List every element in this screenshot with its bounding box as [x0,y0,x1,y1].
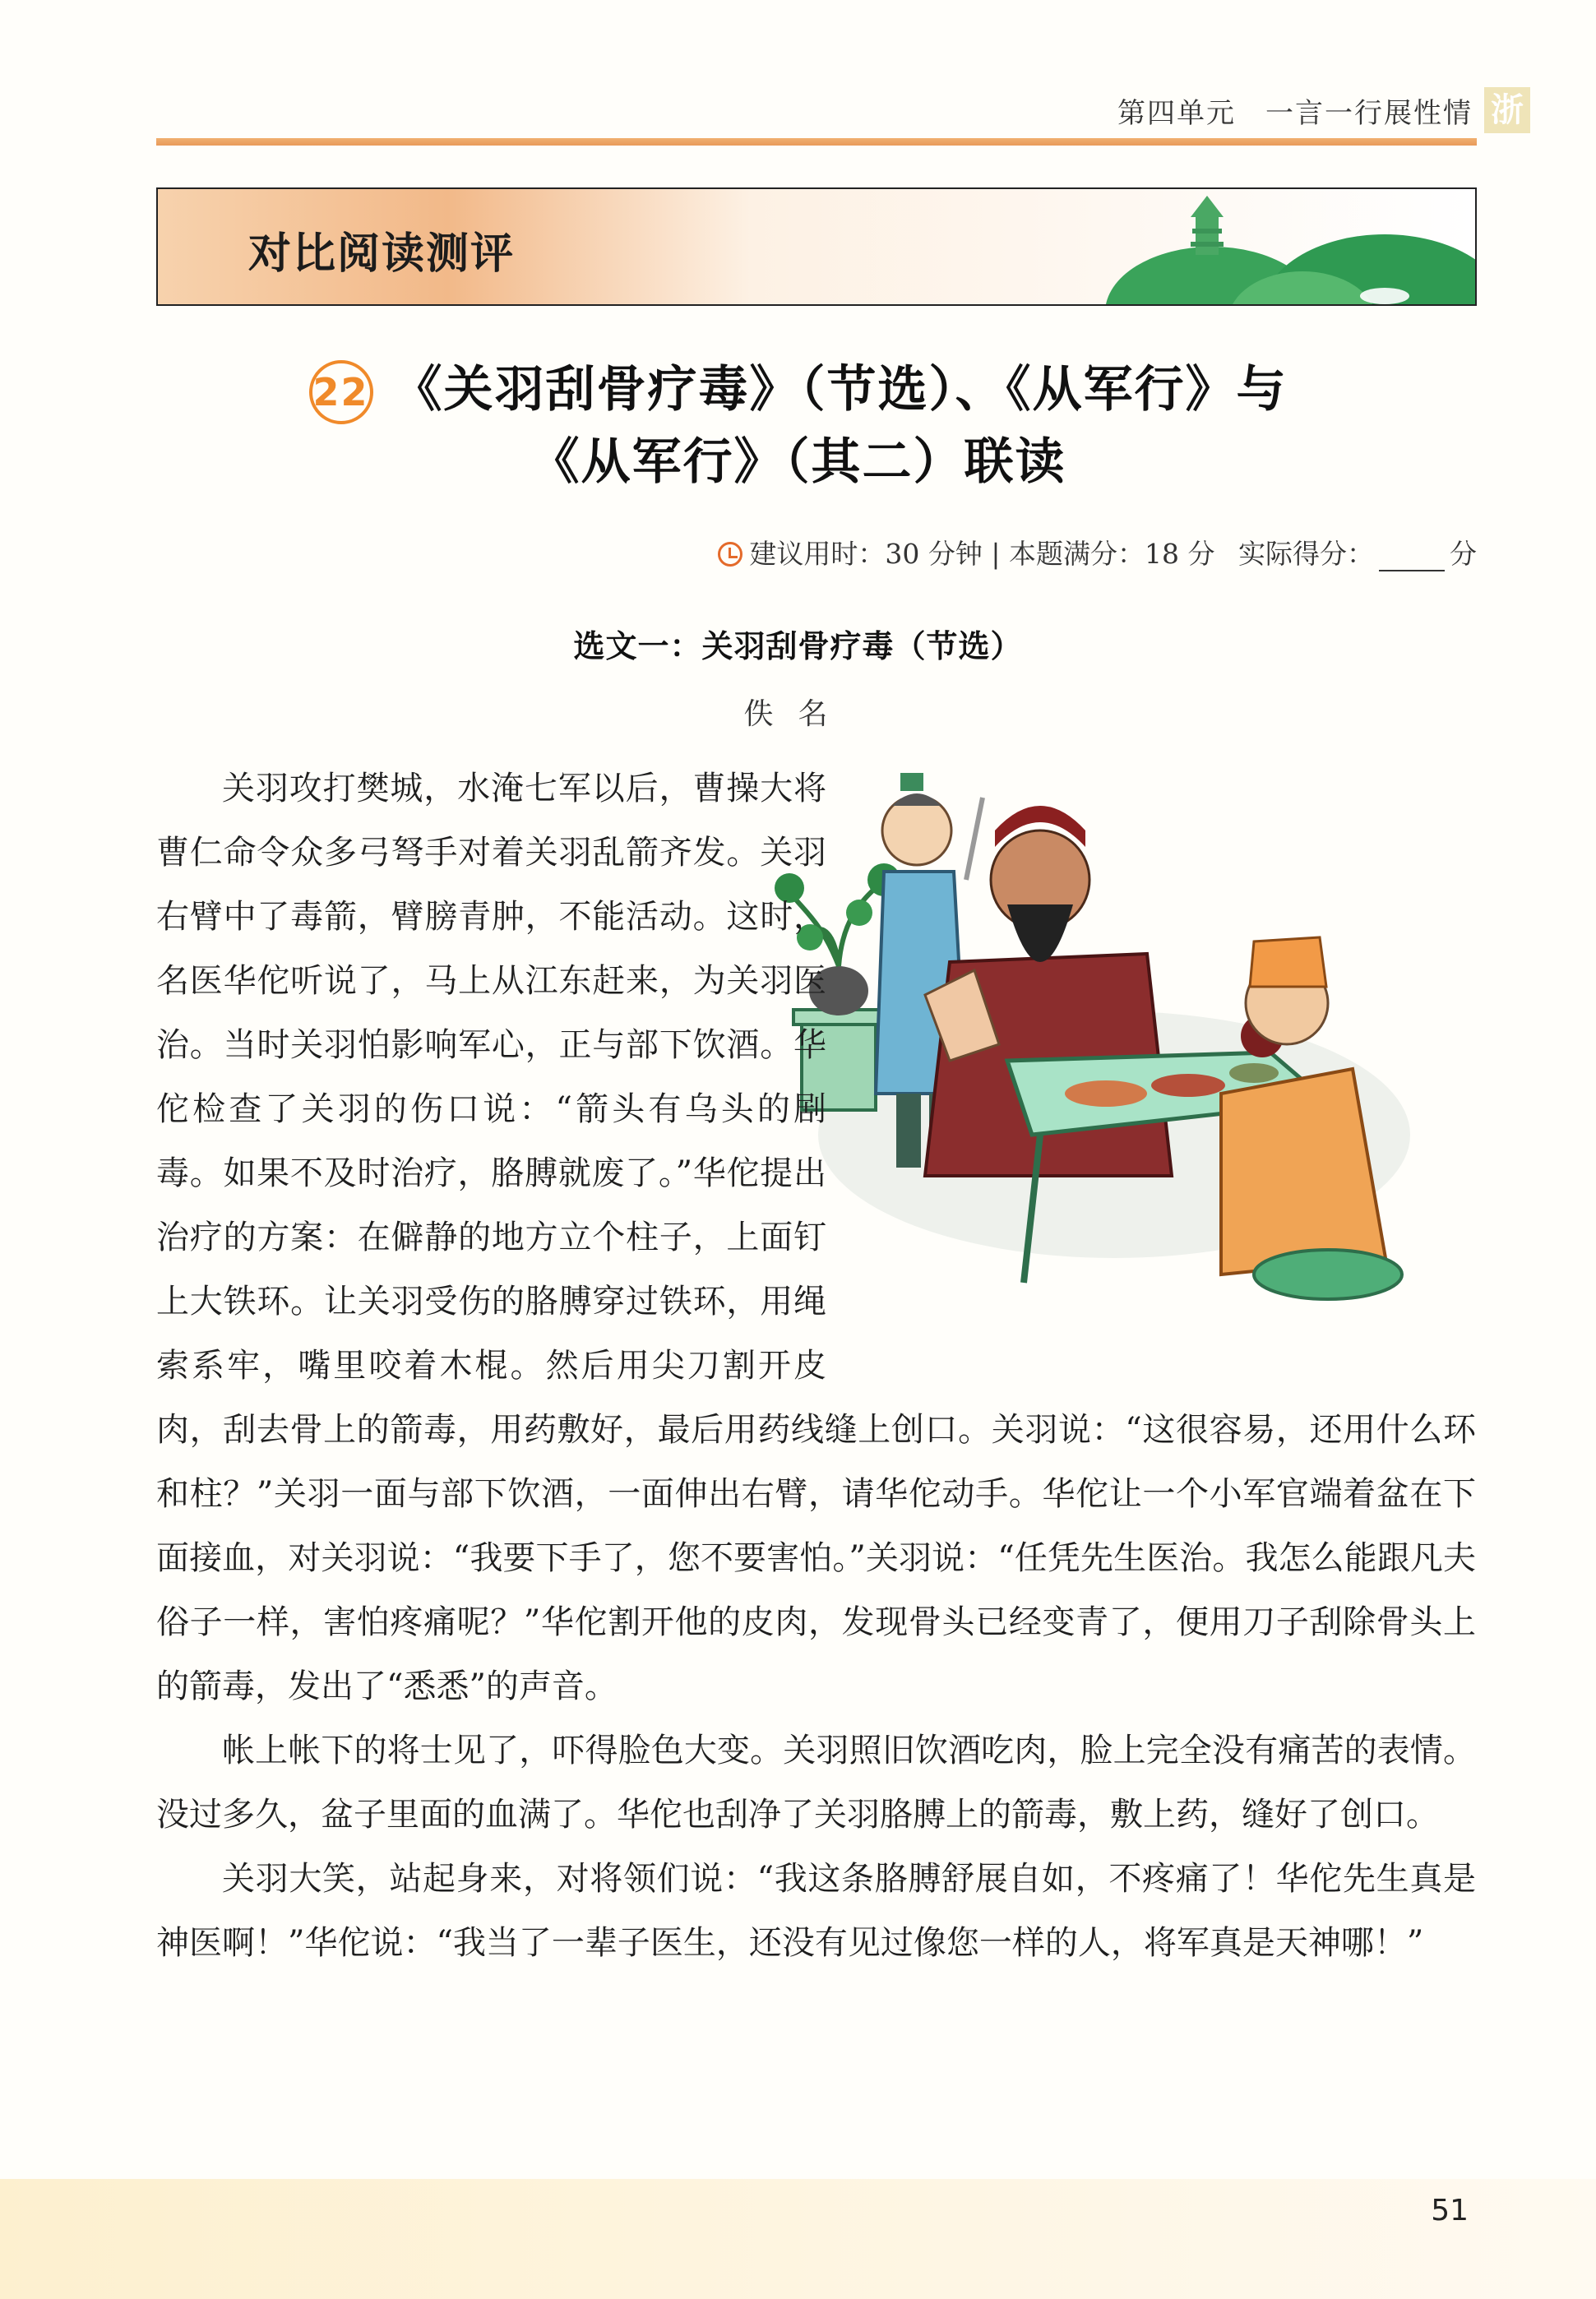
paragraph-2: 帐上帐下的将士见了，吓得脸色大变。关羽照旧饮酒吃肉，脸上完全没有痛苦的表情。没过多久，盆子里面的血满了。华佗也刮净了关羽胳膊上的箭毒，敷上药，缝好了创口。 [156,1732,1476,1834]
selection-body [156,756,1476,1975]
clock-icon [718,542,742,567]
actual-score-label: 实际得分： [1238,538,1374,570]
score-unit: 分 [1450,538,1477,570]
suggested-time: 建议用时：30 分钟 [749,538,983,570]
exam-meta [718,533,1477,571]
pagoda-hill-icon [1089,189,1475,304]
selection-subtitle: 选文一：关羽刮骨疗毒（节选） [573,628,1023,664]
meta-divider: | [991,538,1001,570]
lesson-title-line-2: 《从军行》（其二）联读 [530,433,1066,491]
header-rule [156,138,1477,146]
score-blank[interactable] [1379,545,1445,571]
footer-band [0,2179,1596,2299]
lesson-number-badge: 22 [309,360,373,424]
selection-author: 佚名 [743,697,853,731]
paragraph-1: 关羽攻打樊城，水淹七军以后，曹操大将曹仁命令众多弓弩手对着关羽乱箭齐发。关羽右臂中了毒箭，臂膀青肿，不能活动。这时，名医华佗听说了，马上从江东赶来，为关羽医治。当时关羽怕影响军心，正与部下饮酒。华佗检查了关羽的伤口说：“箭头有乌头的剧毒。如果不及时治疗，胳膊就废了。”华佗提出治疗的方案：在僻静的地方立个柱子，上面钉上大铁环。让关羽受伤的胳膊穿过铁环，用绳索系牢，嘴里咬着木棍。然后用尖刀割开皮肉，刮去骨上的箭毒，用药敷好，最后用药线缝上创口。关羽说：“这很容易，还用什么环和柱？”关羽一面与部下饮酒，一面伸出右臂，请华佗动手。华佗让一个小军官端着盆在下面接血，对关羽说：“我要下手了，您不要害怕。”关羽说：“任凭先生医治。我怎么能跟凡夫俗子一样，害怕疼痛呢？”华佗割开他的皮肉，发现骨头已经变青了，便用刀子刮除骨头上的箭毒，发出了“悉悉”的声音。 [156,770,1476,1705]
illustration-spacer [826,756,1476,1339]
lesson-title-block [0,354,1596,498]
banner-title: 对比阅读测评 [248,229,516,279]
unit-title: 第四单元 一言一行展性情 [1117,97,1473,130]
lesson-title-line-1 [0,354,1596,426]
full-score: 本题满分：18 分 [1009,538,1215,570]
province-badge: 浙 [1484,87,1530,133]
page-number: 51 [1431,2194,1469,2227]
paragraph-3: 关羽大笑，站起身来，对将领们说：“我这条胳膊舒展自如，不疼痛了！华佗先生真是神医啊！”华佗说：“我当了一辈子医生，还没有见过像您一样的人，将军真是天神哪！” [156,1860,1476,1962]
section-banner [156,187,1477,306]
lesson-title-text-1: 《关羽刮骨疗毒》（节选）、《从军行》与 [392,361,1288,419]
